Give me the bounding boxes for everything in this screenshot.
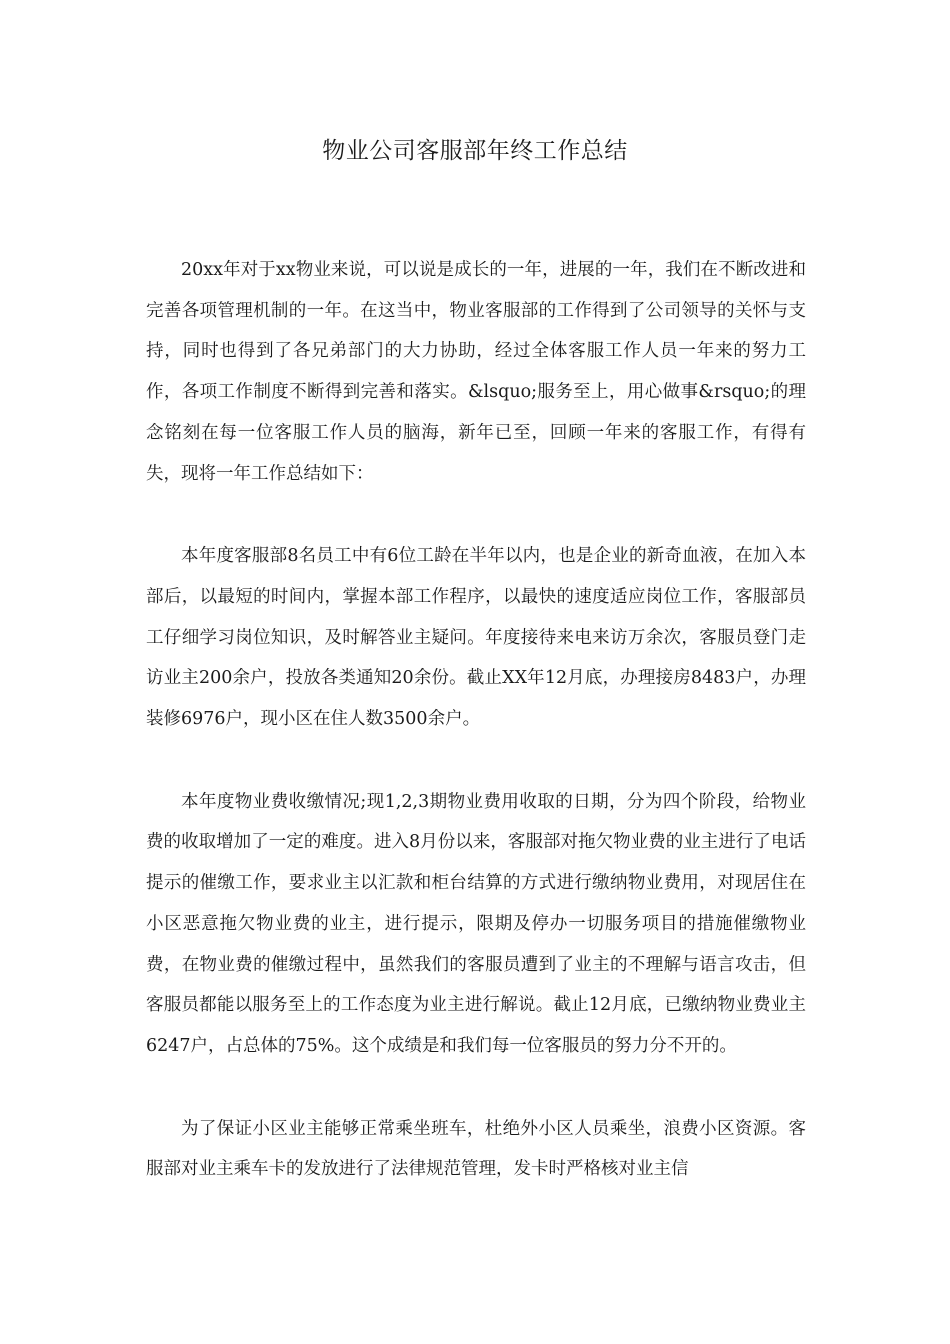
paragraph-intro: 20xx年对于xx物业来说，可以说是成长的一年，进展的一年，我们在不断改进和完善各项管理机制的一年。在这当中，物业客服部的工作得到了公司领导的关怀与支持，同时也得到了各兄弟部门的大力协助，经过全体客服工作人员一年来的努力工作，各项工作制度不断得到完善和落实。&lsquo;服务至上，用心做事&rsquo;的理念铭刻在每一位客服工作人员的脑海，新年已至，回顾一年来的客服工作，有得有失，现将一年工作总结如下：: [146, 260, 806, 484]
document-body: [146, 250, 806, 1232]
paragraph-staff: 本年度客服部8名员工中有6位工龄在半年以内，也是企业的新奇血液，在加入本部后，以最短的时间内，掌握本部工作程序，以最快的速度适应岗位工作，客服部员工仔细学习岗位知识，及时解答业主疑问。年度接待来电来访万余次，客服员登门走访业主200余户，投放各类通知20余份。截止XX年12月底，办理接房8483户，办理装修6976户，现小区在住人数3500余户。: [146, 546, 806, 730]
paragraph-fees: 本年度物业费收缴情况;现1,2,3期物业费用收取的日期，分为四个阶段，给物业费的收取增加了一定的难度。进入8月份以来，客服部对拖欠物业费的业主进行了电话提示的催缴工作，要求业主以汇款和柜台结算的方式进行缴纳物业费用，对现居住在小区恶意拖欠物业费的业主，进行提示，限期及停办一切服务项目的措施催缴物业费，在物业费的催缴过程中，虽然我们的客服员遭到了业主的不理解与语言攻击，但客服员都能以服务至上的工作态度为业主进行解说。截止12月底，已缴纳物业费业主6247户，占总体的75%。这个成绩是和我们每一位客服员的努力分不开的。: [146, 791, 806, 1056]
document-title: 物业公司客服部年终工作总结: [322, 138, 628, 164]
paragraph-shuttle: 为了保证小区业主能够正常乘坐班车，杜绝外小区人员乘坐，浪费小区资源。客服部对业主乘车卡的发放进行了法律规范管理，发卡时严格核对业主信: [146, 1118, 806, 1180]
